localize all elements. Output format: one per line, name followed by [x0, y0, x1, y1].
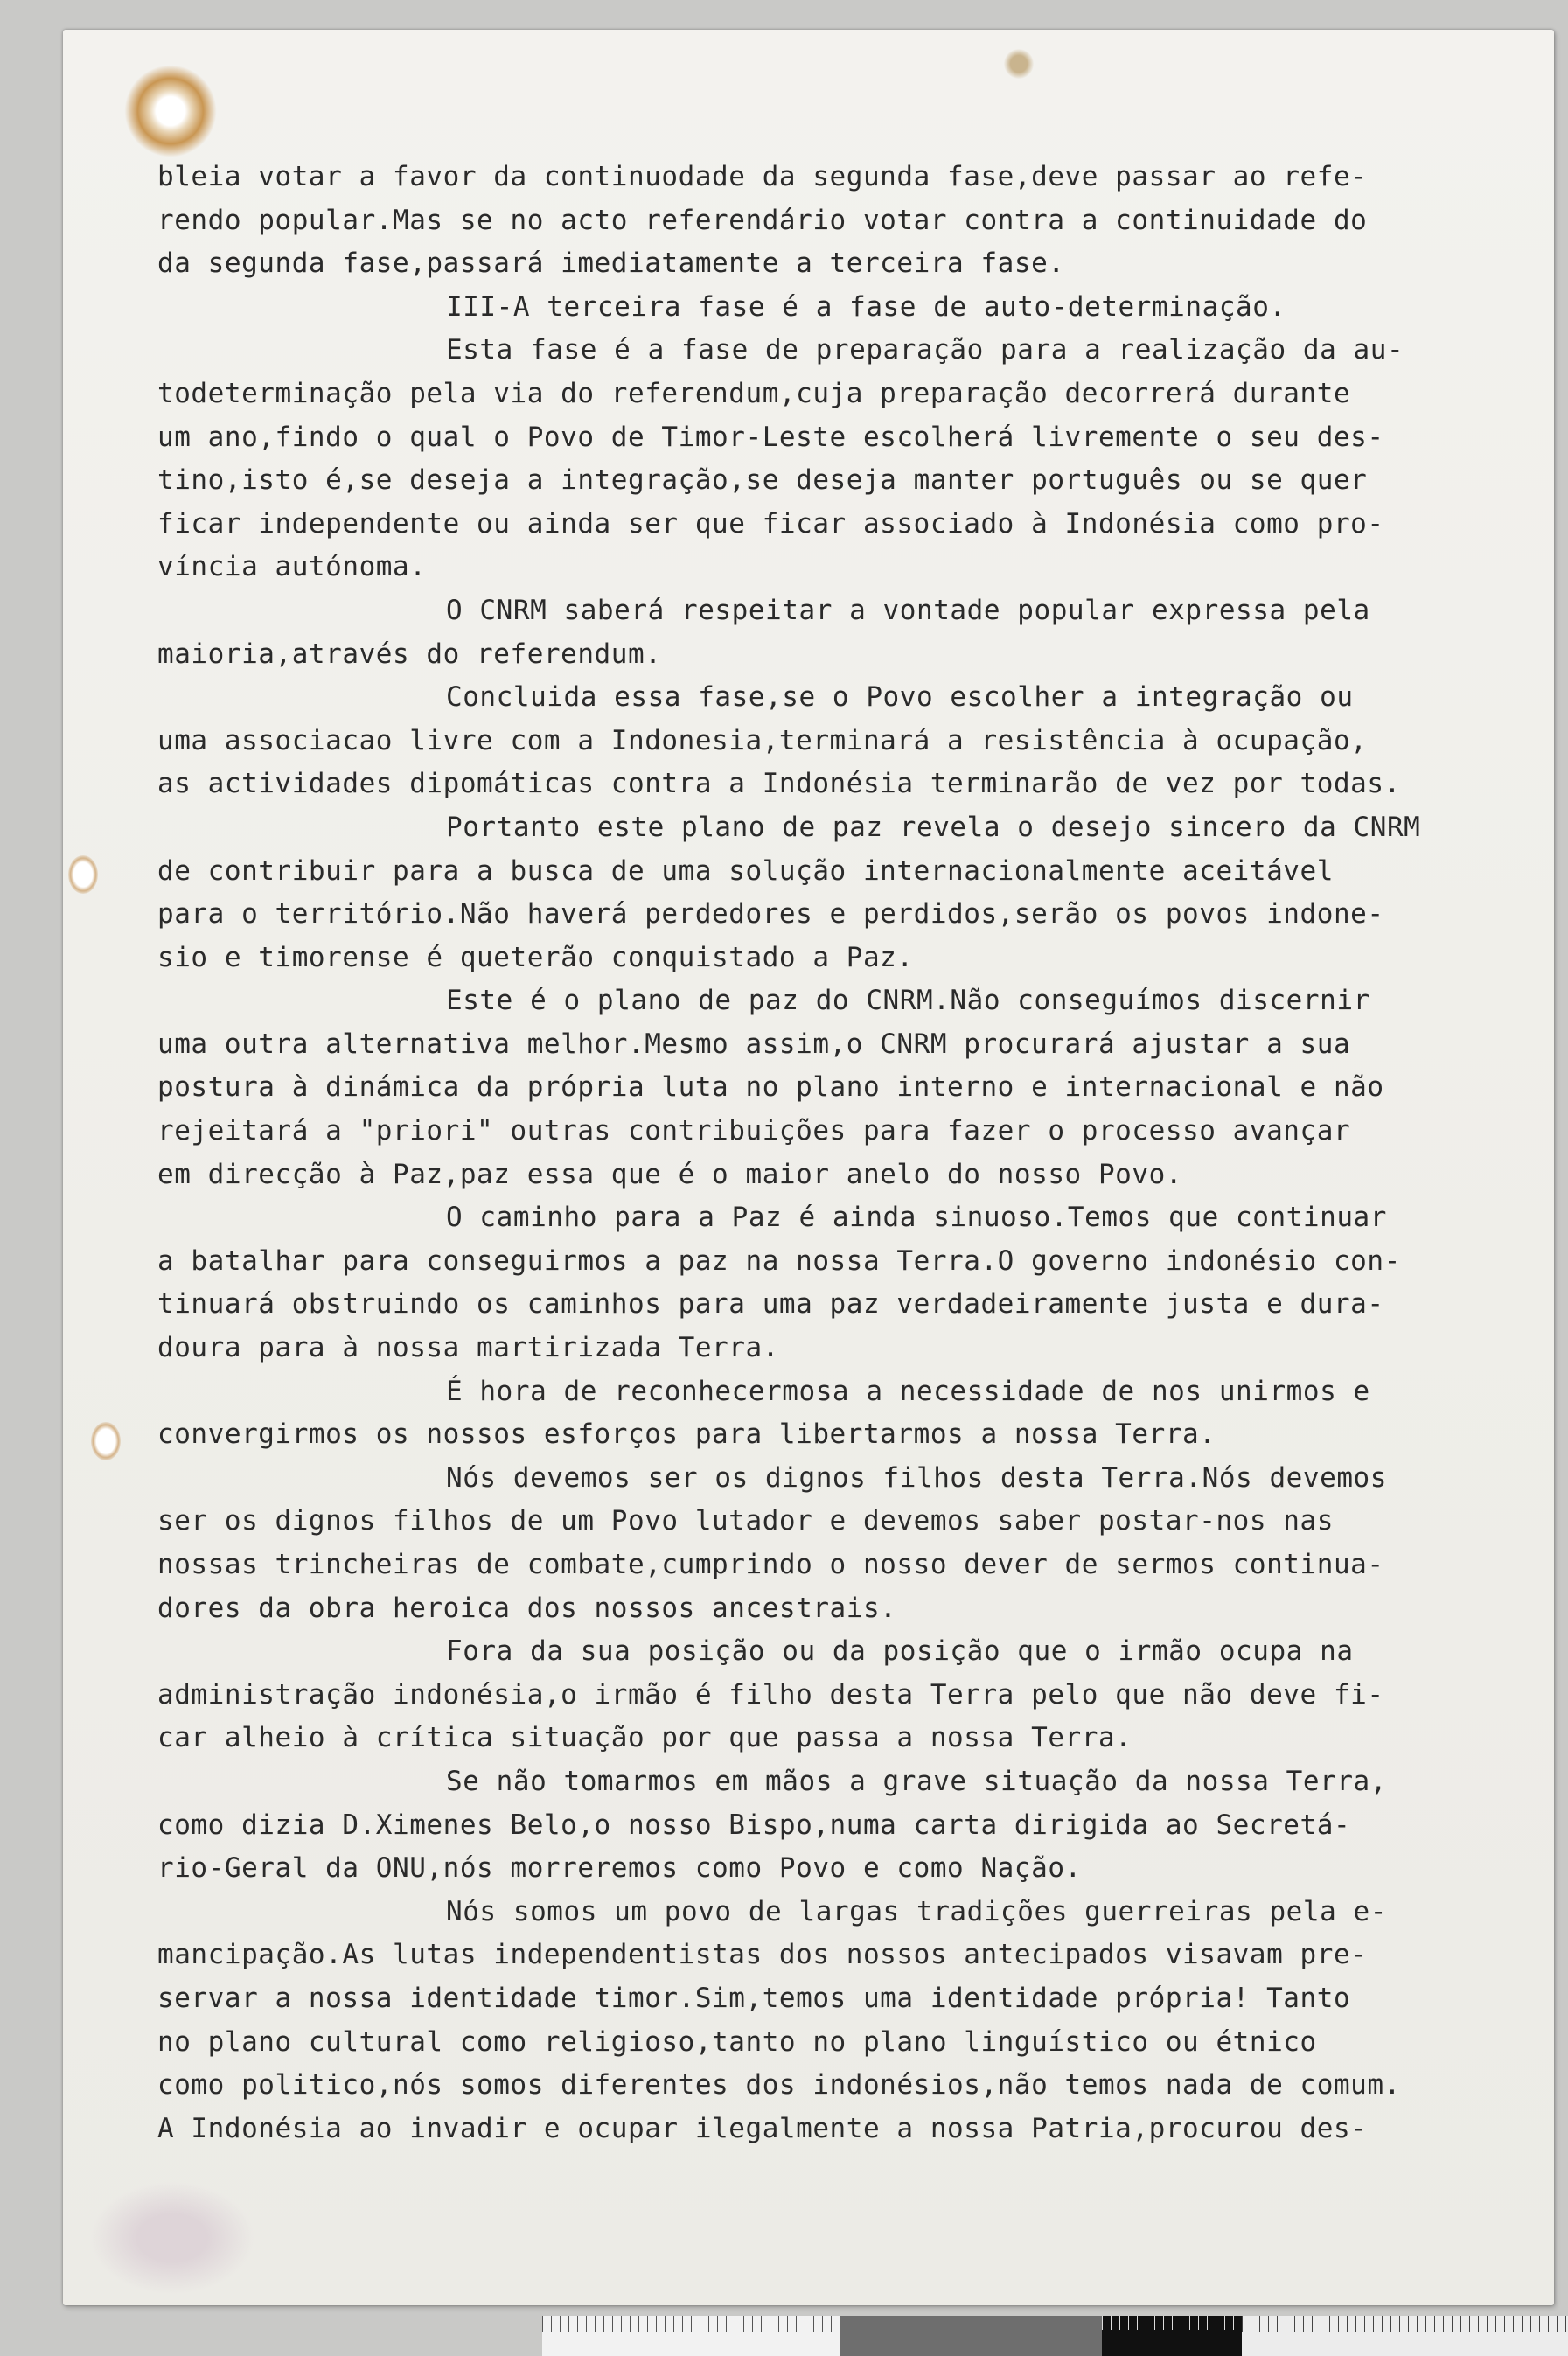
text-line: as actividades dipomáticas contra a Indonésia terminarão de vez por todas.	[157, 768, 1401, 800]
text-line: rendo popular.Mas se no acto referendário votar contra a continuidade do	[157, 204, 1368, 236]
text-line: O caminho para a Paz é ainda sinuoso.Temos que continuar	[446, 1202, 1387, 1234]
text-line: um ano,findo o qual o Povo de Timor-Leste escolherá livremente o seu des-	[157, 421, 1384, 453]
text-line: servar a nossa identidade timor.Sim,temos uma identidade própria! Tanto	[157, 1982, 1351, 2014]
text-line: rejeitará a "priori" outras contribuições para fazer o processo avançar	[157, 1115, 1351, 1147]
text-line: Fora da sua posição ou da posição que o irmão ocupa na	[446, 1635, 1354, 1668]
text-line: maioria,através do referendum.	[157, 638, 662, 670]
punch-hole-upper	[68, 855, 98, 894]
text-line: nossas trincheiras de combate,cumprindo o nosso dever de sermos continua-	[157, 1549, 1384, 1580]
ruler-grey-patch	[840, 2316, 1102, 2356]
text-line: doura para à nossa martirizada Terra.	[157, 1332, 779, 1364]
text-line: uma associacao livre com a Indonesia,terminará a resistência à ocupação,	[157, 724, 1368, 756]
ruler-scale-light-right	[1242, 2316, 1568, 2356]
text-line: postura à dinámica da própria luta no plano interno e internacional e não	[157, 1071, 1384, 1104]
text-line: todeterminação pela via do referendum,cuja preparação decorrerá durante	[157, 377, 1351, 409]
text-line: bleia votar a favor da continuodade da segunda fase,deve passar ao refe-	[157, 161, 1368, 192]
text-line: a batalhar para conseguirmos a paz na nossa Terra.O governo indonésio con-	[157, 1244, 1401, 1277]
text-line: sio e timorense é queterão conquistado a Paz.	[157, 941, 914, 973]
text-line: da segunda fase,passará imediatamente a terceira fase.	[157, 247, 1065, 280]
pin-mark	[1004, 49, 1034, 79]
text-line: rio-Geral da ONU,nós morreremos como Povo e como Nação.	[157, 1852, 1082, 1885]
text-line: Concluida essa fase,se o Povo escolher a integração ou	[446, 681, 1354, 714]
text-line: víncia autónoma.	[157, 551, 427, 583]
text-line: Este é o plano de paz do CNRM.Não conseguímos discernir	[446, 985, 1370, 1017]
text-line: ser os dignos filhos de um Povo lutador e devemos saber postar-nos nas	[157, 1505, 1334, 1537]
text-line: Nós somos um povo de largas tradições guerreiras pela e-	[446, 1895, 1387, 1927]
text-line: no plano cultural como religioso,tanto no plano linguístico ou étnico	[157, 2025, 1317, 2058]
ruler-scale-dark	[1102, 2316, 1242, 2356]
text-line: Portanto este plano de paz revela o desejo sincero da CNRM	[446, 811, 1421, 843]
text-line: convergirmos os nossos esforços para libertarmos a nossa Terra.	[157, 1418, 1216, 1451]
text-line: em direcção à Paz,paz essa que é o maior anelo do nosso Povo.	[157, 1158, 1183, 1190]
text-line: dores da obra heroica dos nossos ancestrais.	[157, 1592, 897, 1624]
typewritten-text	[157, 156, 1509, 2150]
text-line: como dizia D.Ximenes Belo,o nosso Bispo,numa carta dirigida ao Secretá-	[157, 1809, 1351, 1841]
text-line: administração indonésia,o irmão é filho desta Terra pelo que não deve fi-	[157, 1678, 1384, 1711]
text-line: para o território.Não haverá perdedores e perdidos,serão os povos indone-	[157, 898, 1384, 931]
ruler-scale-light	[542, 2316, 840, 2356]
color-calibration-ruler	[542, 2316, 1568, 2356]
text-line: Nós devemos ser os dignos filhos desta Terra.Nós devemos	[446, 1461, 1387, 1494]
text-line: A Indonésia ao invadir e ocupar ilegalmente a nossa Patria,procurou des-	[157, 2112, 1368, 2144]
text-line: tinuará obstruindo os caminhos para uma paz verdadeiramente justa e dura-	[157, 1288, 1384, 1321]
text-line: ficar independente ou ainda ser que ficar associado à Indonésia como pro-	[157, 507, 1384, 540]
text-line: mancipação.As lutas independentistas dos nossos antecipados visavam pre-	[157, 1939, 1368, 1971]
text-line: Se não tomarmos em mãos a grave situação da nossa Terra,	[446, 1765, 1387, 1797]
text-line: Esta fase é a fase de preparação para a realização da au-	[446, 334, 1404, 366]
text-line: de contribuir para a busca de uma solução internacionalmente aceitável	[157, 854, 1334, 887]
punch-hole-lower	[91, 1422, 121, 1460]
text-line: uma outra alternativa melhor.Mesmo assim,o CNRM procurará ajustar a sua	[157, 1028, 1351, 1060]
text-line: como politico,nós somos diferentes dos indonésios,não temos nada de comum.	[157, 2069, 1401, 2102]
text-line: tino,isto é,se deseja a integração,se deseja manter português ou se quer	[157, 464, 1368, 497]
text-line: É hora de reconhecermosa a necessidade de nos unirmos e	[446, 1375, 1370, 1407]
text-line: car alheio à crítica situação por que passa a nossa Terra.	[157, 1722, 1132, 1754]
text-line: III-A terceira fase é a fase de auto-determinação.	[446, 290, 1286, 323]
burn-hole-stain	[124, 65, 217, 157]
text-line: O CNRM saberá respeitar a vontade popular expressa pela	[446, 594, 1370, 626]
paper-stain	[89, 2181, 255, 2295]
